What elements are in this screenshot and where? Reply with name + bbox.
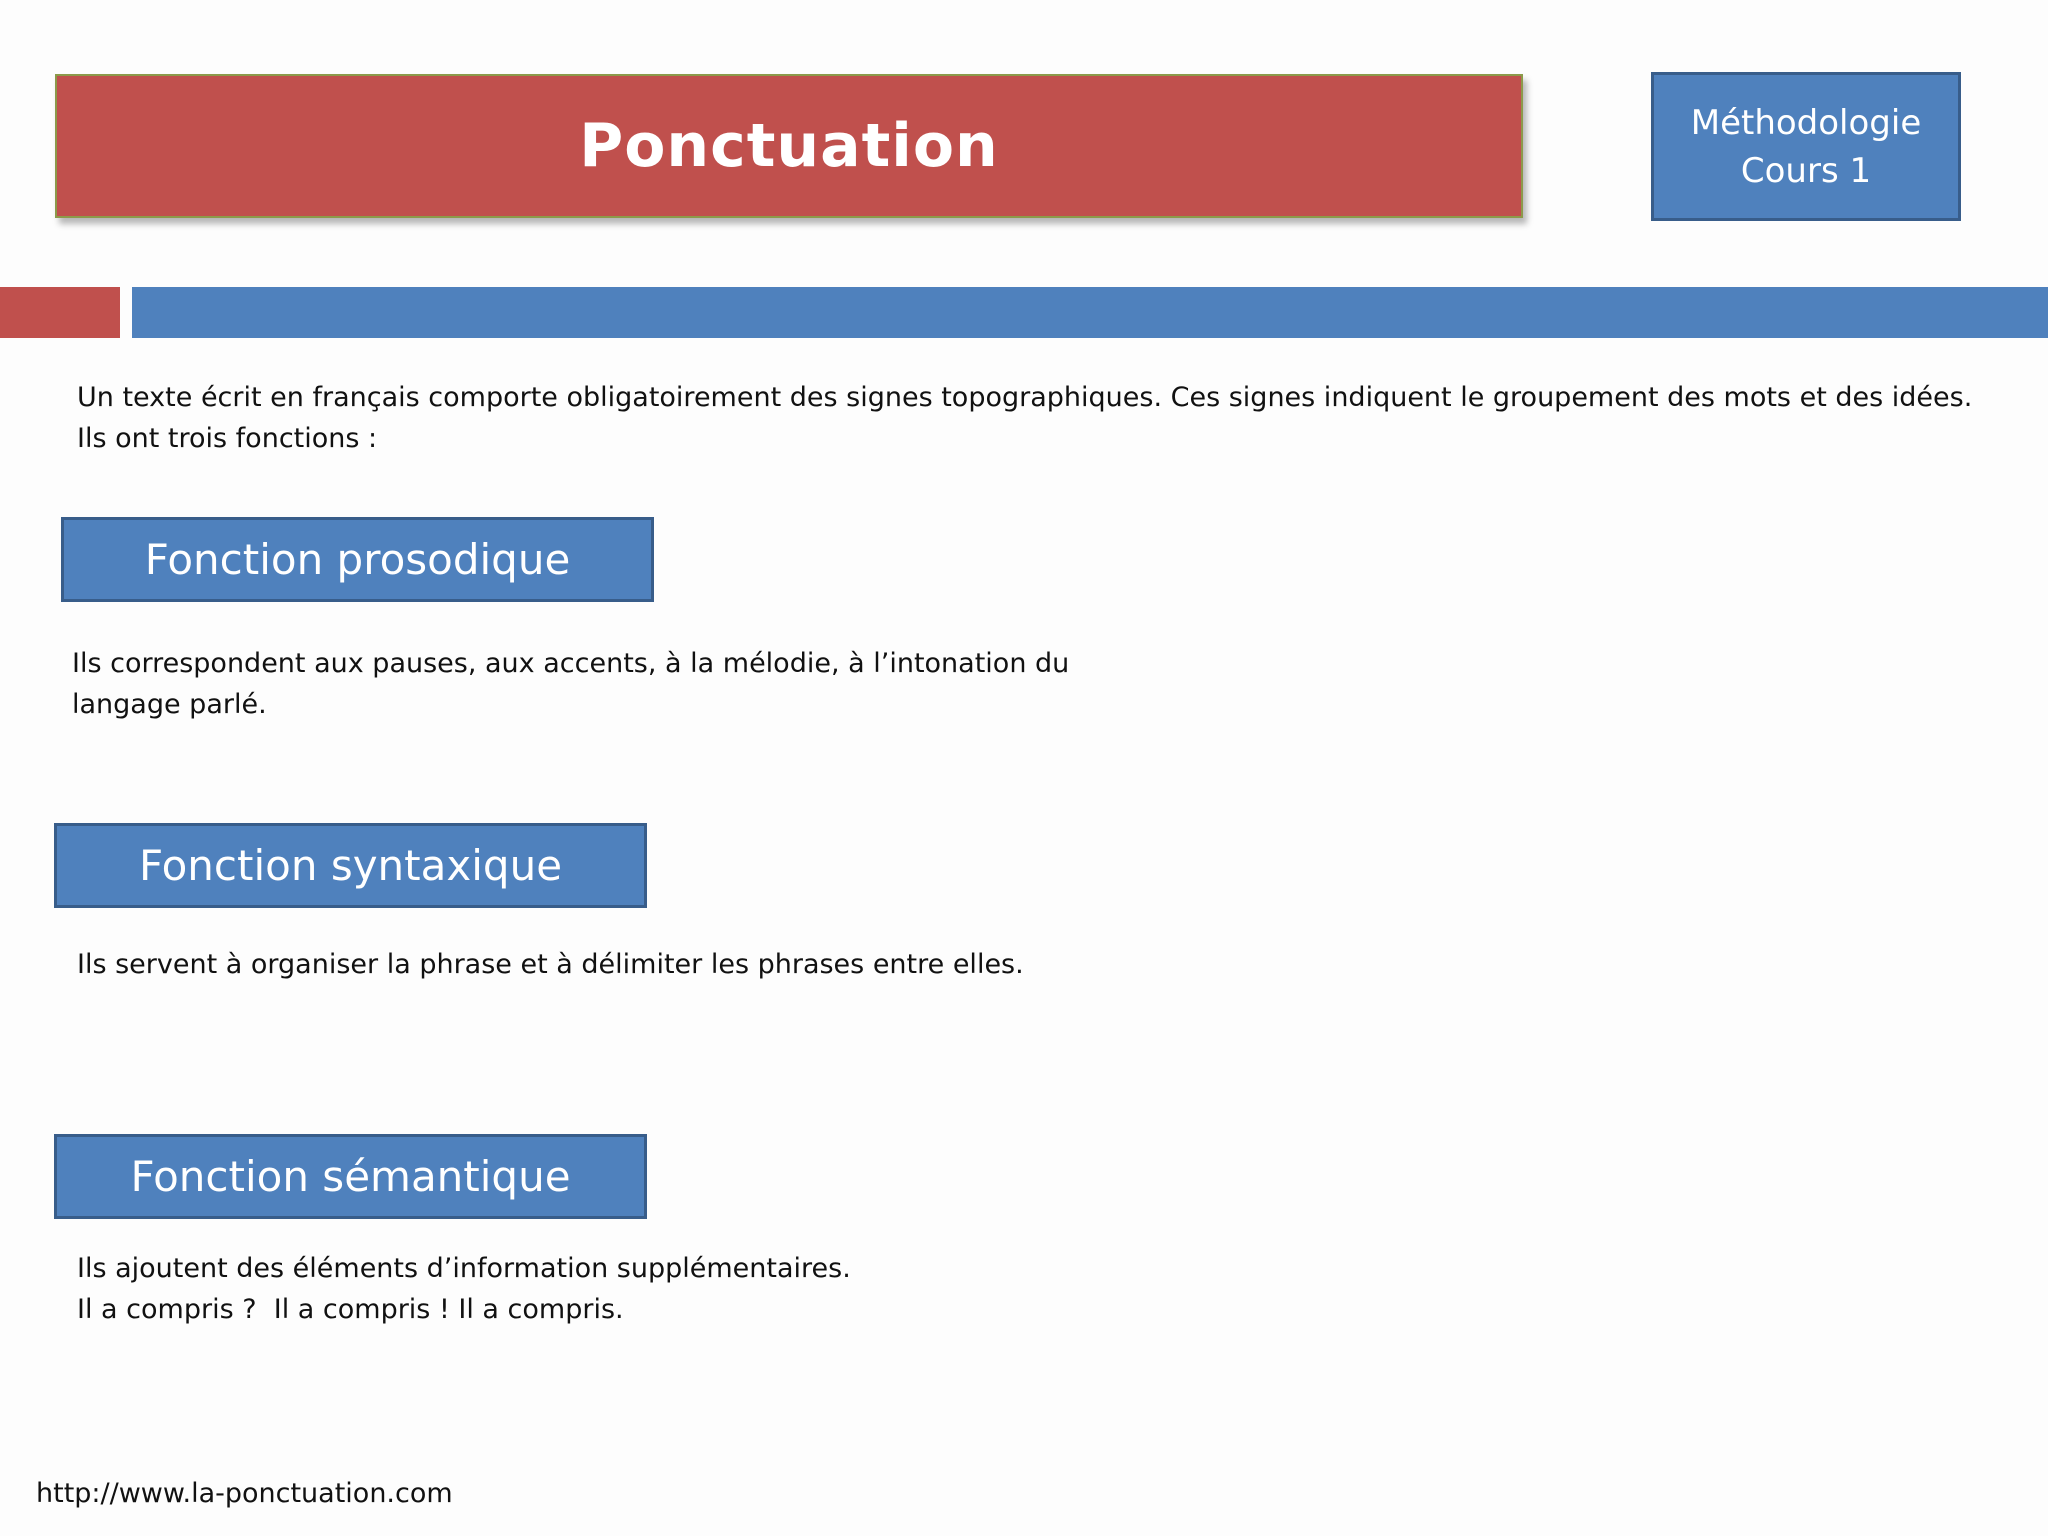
page-title: Ponctuation bbox=[579, 111, 999, 181]
section-body-prosodic: Ils correspondent aux pauses, aux accents, à la mélodie, à l’intonation du langage parlé. bbox=[72, 648, 1070, 720]
footer-url-link[interactable]: http://www.la-ponctuation.com bbox=[36, 1478, 453, 1509]
divider-accent-blue bbox=[132, 287, 2048, 338]
intro-paragraph: Un texte écrit en français comporte obligatoirement des signes topographiques. Ces signes indiquent le groupement des mots et des idées. Ils ont trois fonctions : bbox=[77, 382, 1973, 454]
course-badge-number: Cours 1 bbox=[1740, 150, 1872, 191]
section-body-semantic-line1: Ils ajoutent des éléments d’information supplémentaires. bbox=[77, 1253, 851, 1284]
section-heading-syntactic: Fonction syntaxique bbox=[54, 823, 647, 908]
section-heading-prosodic: Fonction prosodique bbox=[61, 517, 654, 602]
divider-accent-red bbox=[0, 287, 120, 338]
course-badge bbox=[1651, 72, 1961, 221]
section-body-semantic-example: Il a compris ? Il a compris ! Il a compris. bbox=[77, 1294, 624, 1325]
title-banner bbox=[55, 74, 1523, 218]
course-badge-category: Méthodologie bbox=[1690, 102, 1922, 143]
section-body-semantic bbox=[77, 1248, 1377, 1330]
section-heading-semantic: Fonction sémantique bbox=[54, 1134, 647, 1219]
section-body-syntactic: Ils servent à organiser la phrase et à délimiter les phrases entre elles. bbox=[77, 949, 1024, 980]
